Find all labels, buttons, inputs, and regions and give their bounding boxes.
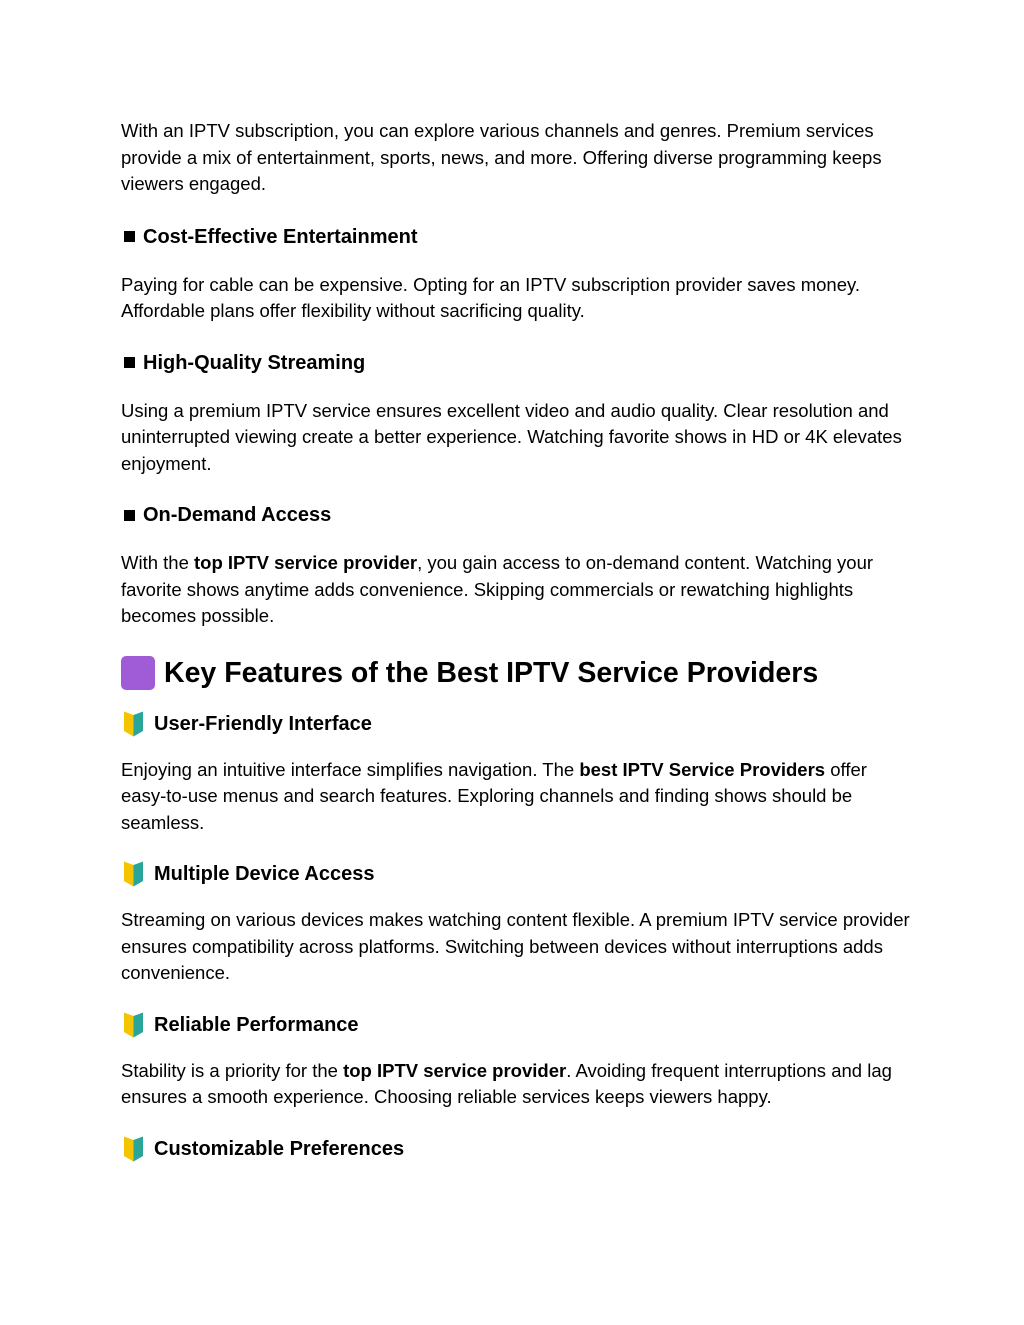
benefit-heading-cost	[121, 224, 911, 250]
benefit-heading-quality	[121, 350, 911, 376]
japanese-beginner-symbol-icon	[121, 711, 146, 737]
purple-square-icon	[121, 656, 155, 690]
section-title-label: Key Features of the Best IPTV Service Providers	[164, 656, 819, 689]
text-run: With the	[121, 552, 194, 573]
benefit-heading-on-demand	[121, 502, 911, 528]
intro-paragraph: With an IPTV subscription, you can explore various channels and genres. Premium services provide a mix of entertainment, sports, news, and more. Offering diverse programming keeps viewers engaged.	[121, 120, 882, 194]
feature-heading-label: Reliable Performance	[154, 1013, 359, 1036]
feature-heading-preferences	[121, 1136, 911, 1162]
benefit-paragraph-on-demand	[121, 550, 911, 630]
japanese-beginner-symbol-icon	[121, 861, 146, 887]
square-bullet-icon	[124, 231, 135, 242]
feature-heading-label: Customizable Preferences	[154, 1137, 405, 1160]
benefit-heading-label: Cost-Effective Entertainment	[143, 225, 418, 248]
square-bullet-icon	[124, 357, 135, 368]
japanese-beginner-symbol-icon	[121, 1012, 146, 1038]
feature-heading-performance	[121, 1012, 911, 1038]
benefit-paragraph-cost: Paying for cable can be expensive. Opting for an IPTV subscription provider saves money. Affordable plans offer flexibility without sacrificing quality.	[121, 273, 861, 321]
japanese-beginner-symbol-icon	[121, 1136, 146, 1162]
text-run: offer easy-to-use menus and search features. Exploring channels and finding shows should be seamless.	[121, 758, 867, 833]
text-run: . Avoiding frequent interruptions and lag ensures a smooth experience. Choosing reliable services keeps viewers happy.	[121, 1059, 892, 1107]
feature-heading-interface	[121, 711, 911, 737]
benefit-paragraph-quality: Using a premium IPTV service ensures excellent video and audio quality. Clear resolution and uninterrupted viewing create a better experience. Watching favorite shows in HD or 4K elevates enjoyment.	[121, 399, 902, 474]
bold-link-text: best IPTV Service Providers	[579, 758, 826, 780]
feature-paragraph-interface	[121, 757, 911, 837]
feature-heading-label: Multiple Device Access	[154, 863, 375, 885]
feature-heading-devices	[121, 861, 911, 887]
document-page	[121, 118, 911, 1162]
square-bullet-icon	[124, 510, 135, 521]
text-run: Stability is a priority for the	[121, 1059, 344, 1081]
bold-link-text: top IPTV service provider	[343, 1059, 567, 1081]
benefit-heading-label: On-Demand Access	[143, 504, 332, 526]
feature-paragraph-devices: Streaming on various devices makes watching content flexible. A premium IPTV service provider ensures compatibility across platforms. Switching between devices without interruptions adds convenience.	[121, 909, 910, 983]
feature-paragraph-performance	[121, 1058, 911, 1111]
benefit-heading-label: High-Quality Streaming	[143, 351, 366, 374]
text-run: , you gain access to on-demand content. Watching your favorite shows anytime adds convenience. Skipping commercials or rewatching highlights becomes possible.	[121, 552, 874, 626]
section-title	[121, 655, 911, 691]
bold-link-text: top IPTV service provider	[194, 552, 418, 573]
feature-heading-label: User-Friendly Interface	[154, 712, 372, 735]
text-run: Enjoying an intuitive interface simplifies navigation. The	[121, 758, 580, 780]
